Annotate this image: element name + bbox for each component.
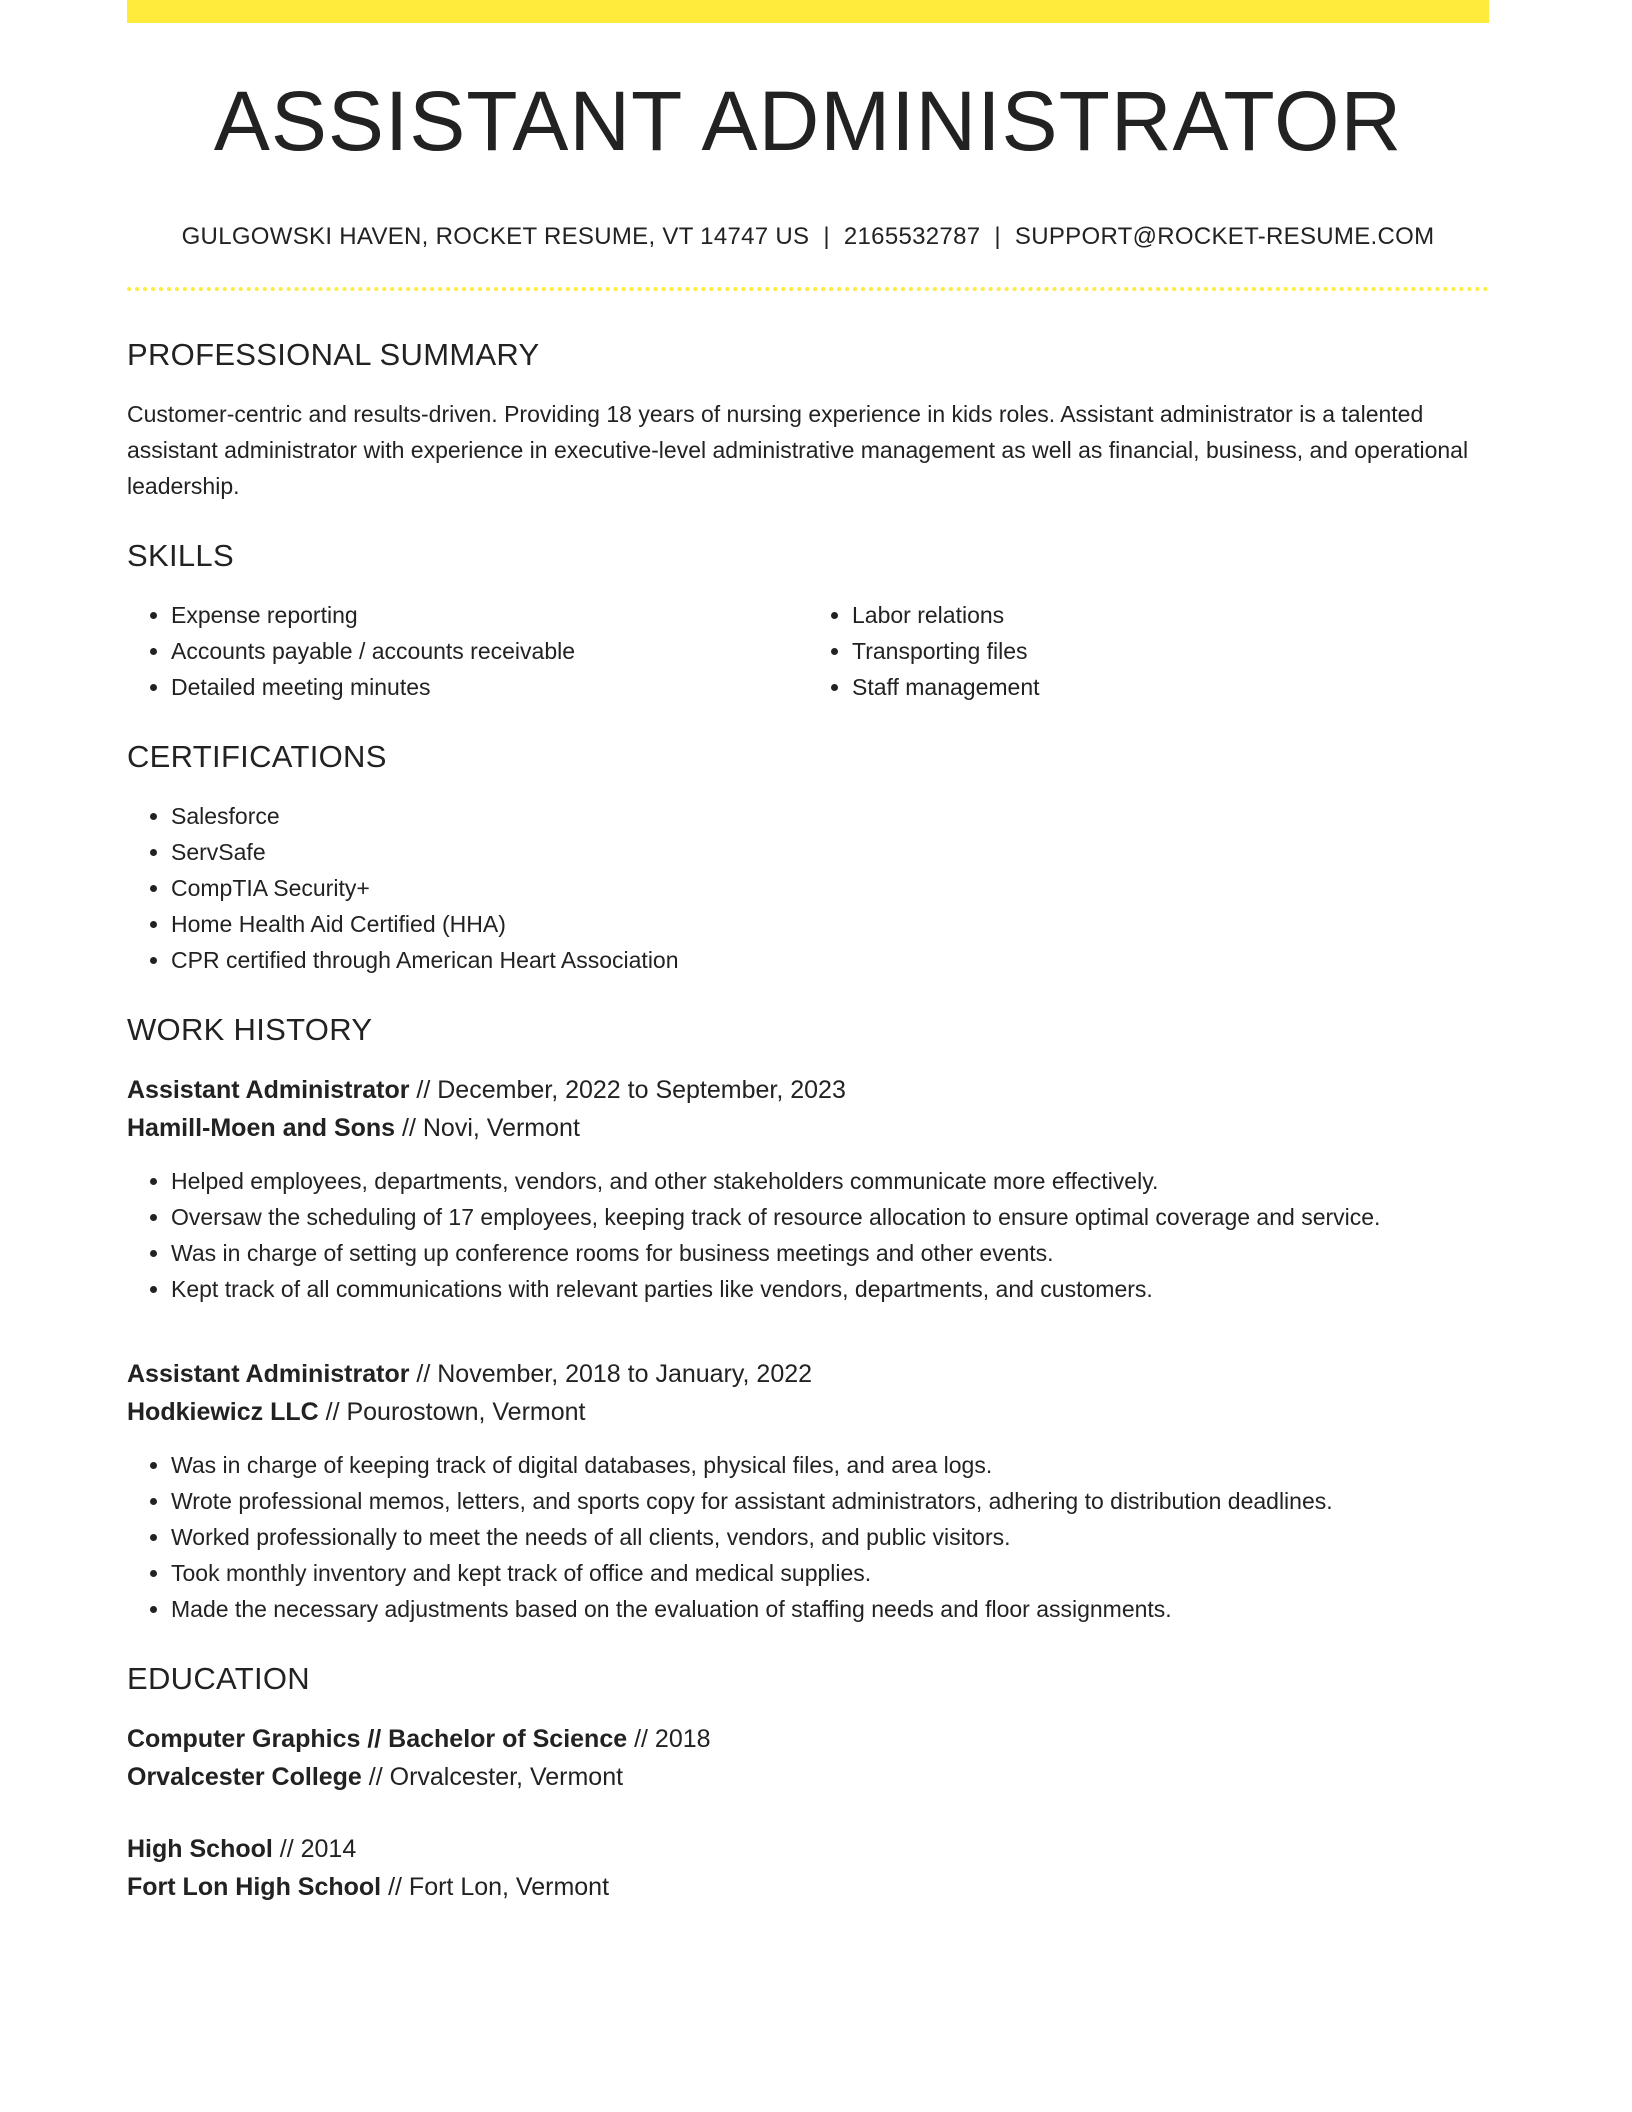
certification-item: • CPR certified through American Heart Association [171, 942, 1489, 978]
skill-item: • Staff management [852, 669, 1489, 705]
education-entry [127, 1720, 1489, 1796]
job-title: Assistant Administrator [127, 1076, 410, 1104]
job-bullet: • Wrote professional memos, letters, and sports copy for assistant administrators, adhering to distribution deadlines. [171, 1483, 1489, 1519]
contact-address: GULGOWSKI HAVEN, ROCKET RESUME, VT 14747 US [181, 223, 810, 250]
contact-line [127, 225, 1489, 249]
company-line [127, 1109, 1489, 1147]
job-bullet: • Was in charge of setting up conference rooms for business meetings and other events. [171, 1235, 1489, 1271]
job-entry [127, 1071, 1489, 1307]
skills-grid [127, 597, 1489, 705]
section-heading-certifications: CERTIFICATIONS [127, 739, 387, 774]
job-bullet: • Made the necessary adjustments based on the evaluation of staffing needs and floor assignments. [171, 1591, 1489, 1627]
skill-item: • Transporting files [852, 633, 1489, 669]
section-heading-work-history: WORK HISTORY [127, 1012, 373, 1047]
contact-phone: 2165532787 [843, 223, 981, 250]
resume-page [127, 0, 1489, 1906]
skills-list-right [808, 597, 1489, 705]
job-title-line [127, 1071, 1489, 1109]
job-bullet: • Oversaw the scheduling of 17 employees, keeping track of resource allocation to ensure optimal coverage and service. [171, 1199, 1489, 1235]
job-entry [127, 1355, 1489, 1627]
skill-item: • Accounts payable / accounts receivable [171, 633, 808, 669]
degree-year: // 2014 [272, 1835, 357, 1863]
degree-line [127, 1830, 1489, 1868]
skill-item: • Detailed meeting minutes [171, 669, 808, 705]
skill-item: • Labor relations [852, 597, 1489, 633]
skill-item: • Expense reporting [171, 597, 808, 633]
school-location: // Orvalcester, Vermont [361, 1763, 624, 1791]
section-heading-education: EDUCATION [127, 1661, 310, 1696]
job-dates: // December, 2022 to September, 2023 [409, 1076, 846, 1104]
school-name: Orvalcester College [127, 1763, 362, 1791]
certification-item: • Home Health Aid Certified (HHA) [171, 906, 1489, 942]
section-heading-summary: PROFESSIONAL SUMMARY [127, 337, 540, 372]
school-location: // Fort Lon, Vermont [381, 1873, 610, 1901]
top-accent-bar [127, 0, 1489, 23]
school-name: Fort Lon High School [127, 1873, 382, 1901]
job-bullets [127, 1447, 1489, 1627]
job-bullets [127, 1163, 1489, 1307]
job-dates: // November, 2018 to January, 2022 [409, 1360, 813, 1388]
degree-name: High School [127, 1835, 273, 1863]
company-location: // Pourostown, Vermont [318, 1398, 586, 1426]
job-title-line [127, 1355, 1489, 1393]
dotted-divider [127, 287, 1489, 291]
job-title: Assistant Administrator [127, 1360, 410, 1388]
job-bullet: • Worked professionally to meet the needs of all clients, vendors, and public visitors. [171, 1519, 1489, 1555]
degree-line [127, 1720, 1489, 1758]
company-name: Hodkiewicz LLC [127, 1398, 319, 1426]
degree-year: // 2018 [627, 1725, 711, 1753]
school-line [127, 1868, 1489, 1906]
job-bullet: • Was in charge of keeping track of digital databases, physical files, and area logs. [171, 1447, 1489, 1483]
certification-item: • Salesforce [171, 798, 1489, 834]
company-line [127, 1393, 1489, 1431]
company-location: // Novi, Vermont [395, 1114, 580, 1142]
certifications-list [127, 798, 1489, 978]
education-entry [127, 1830, 1489, 1906]
job-bullet: • Took monthly inventory and kept track of office and medical supplies. [171, 1555, 1489, 1591]
degree-name: Computer Graphics // Bachelor of Science [127, 1725, 628, 1753]
company-name: Hamill-Moen and Sons [127, 1114, 396, 1142]
section-heading-skills: SKILLS [127, 538, 234, 573]
certification-item: • ServSafe [171, 834, 1489, 870]
contact-separator: | [994, 223, 1001, 250]
certification-item: • CompTIA Security+ [171, 870, 1489, 906]
summary-text: Customer-centric and results-driven. Providing 18 years of nursing experience in kids roles. Assistant administrator is a talented assistant administrator with experience in executive-level administrative management as well as financial, business, and operational leadership. [127, 401, 1469, 499]
contact-separator: | [823, 223, 830, 250]
resume-title: ASSISTANT ADMINISTRATOR [213, 74, 1403, 168]
job-bullet: • Helped employees, departments, vendors, and other stakeholders communicate more effectively. [171, 1163, 1489, 1199]
skills-list-left [127, 597, 808, 705]
job-bullet: • Kept track of all communications with relevant parties like vendors, departments, and customers. [171, 1271, 1489, 1307]
school-line [127, 1758, 1489, 1796]
contact-email: SUPPORT@ROCKET-RESUME.COM [1014, 223, 1435, 250]
